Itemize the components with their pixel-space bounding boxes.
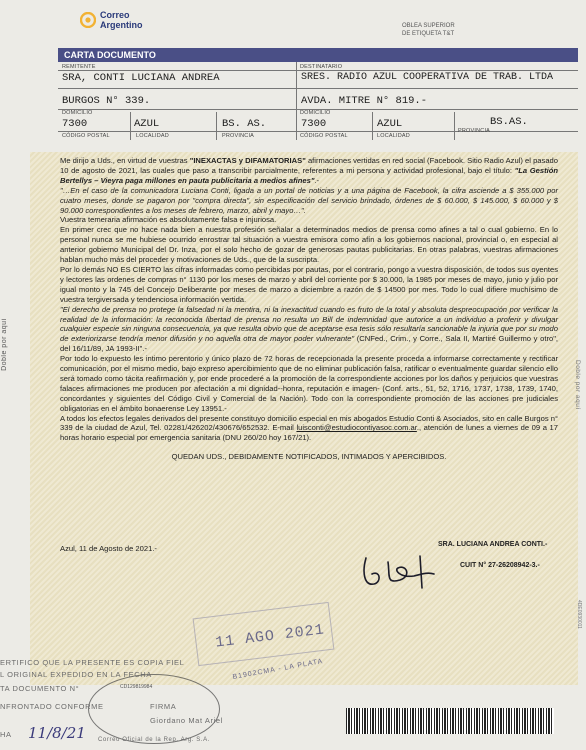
oblea-label: OBLEA SUPERIOR DE ETIQUETA T&T <box>402 23 455 37</box>
signer-cuit: CUIT N° 27-26208942-3.- <box>460 562 540 569</box>
sender-domicilio-label: DOMICILIO <box>62 110 93 116</box>
recipient-localidad-label: LOCALIDAD <box>377 133 410 139</box>
footer-ha-line: HA <box>0 730 12 739</box>
letter-body <box>60 156 558 462</box>
barcode-icon <box>346 708 554 734</box>
paragraph-2: "…En el caso de la comunicadora Luciana Conti, ligada a un portal de noticias y a una página de Facebook, la cifra asciende a $ 355.000 por cuatro meses, donde se pagaron por "compra directa", sin especificación del servicio brindado, órdenes de $ 60.000, $ 145.000, $ 60.000 y $ 90.000 correspondientes a los meses de febrero, marzo, abril y mayo…". <box>60 185 558 215</box>
recipient-name: SRES. RADIO AZUL COOPERATIVA DE TRAB. LTDA <box>301 72 554 83</box>
footer-doc-number-line: TA DOCUMENTO N° <box>0 684 80 693</box>
footer-certify-line: ERTIFICO QUE LA PRESENTE ES COPIA FIEL <box>0 658 185 667</box>
recipient-province: BS.AS. <box>490 116 528 128</box>
remitente-label: REMITENTE <box>62 64 96 70</box>
footer-firma-label: FIRMA <box>150 702 177 711</box>
fold-here-right: Doble por aquí <box>574 360 581 410</box>
email-link[interactable]: luisconti@estudiocontiyasoc.com.ar <box>296 423 417 433</box>
footer-company: Correo Oficial de la Rep. Arg. S.A. <box>98 737 211 743</box>
sender-postal-code: 7300 <box>62 118 88 130</box>
handwritten-signature-icon <box>360 552 450 592</box>
paragraph-5: Por lo demás NO ES CIERTO las cifras informadas como percibidas por pautas, por el contrario, pongo a vuestra disposición, de todos sus oyentes y lectores las ordenes de compras n° 1130 por los meses de marzo y abril del corriente por $ 30.000, la 1985 por meses de mayo, junio y julio por igual monto y la 745 del Concejo Deliberante por meses de marzo a diciembre a razón de $ 14500 por mes. Todo lo cual difiere muchísimo de vuestra tergiversada y tendenciosa información vertida. <box>60 264 558 304</box>
fold-here-left: Doble por aquí <box>1 318 8 371</box>
recipient-postal-code: 7300 <box>301 118 327 130</box>
brand-line1: Correo <box>100 10 130 20</box>
signer-name: SRA. LUCIANA ANDREA CONTI.- <box>438 541 548 548</box>
paragraph-3: Vuestra temeraria afirmación es absolutamente falsa e injuriosa. <box>60 215 277 225</box>
document-title: CARTA DOCUMENTO <box>58 48 578 62</box>
paragraph-7: Por todo lo expuesto les intimo perentorio y único plazo de 72 horas de recepcionada la presente proceda a informarse correctamente y rectificar comunicación, por el mismo medio, bajo expreso apercibimiento que de no eliminar publicación falsa, ratificar o eventualmente guardar silencio ello será tomado como tácita reafirmación y, por ende procederé a la promoción de la correspondiente acciones por los daños y perjuicios que vuestras falaces afirmaciones me producen por afectación a mi dignidad--honra, reputación e imagen- (Conf. arts., 51, 52, 1716, 1737, 1738, 1739, 1740, concordantes y siguientes del Código Civil y Comercial de la Nación). Todo con la correspondiente promoción de las acciones pre judiciales obligatorias en el ámbito bonaerense Ley 13951.- <box>60 354 558 413</box>
tracking-code: CD129819984 <box>120 684 153 690</box>
side-code: 4DE0930011 <box>576 600 582 629</box>
recipient-cp-label: CÓDIGO POSTAL <box>300 133 348 139</box>
postal-stamp-office: B1902CMA - LA PLATA <box>232 658 324 681</box>
sender-provincia-label: PROVINCIA <box>222 133 255 139</box>
recipient-address: AVDA. MITRE N° 819.- <box>301 95 428 107</box>
sender-name: SRA, CONTI LUCIANA ANDREA <box>62 72 220 84</box>
recipient-provincia-label: PROVINCIA <box>458 128 491 134</box>
postal-stamp-date: 11 AGO 2021 <box>214 621 326 652</box>
letter-date: Azul, 11 de Agosto de 2021.- <box>60 544 157 553</box>
recipient-domicilio-label: DOMICILIO <box>300 110 331 116</box>
brand-line2: Argentino <box>100 20 143 30</box>
paragraph-8: A todos los efectos legales derivados del presente constituyo domicilio especial en mis abogados Estudio Conti & Asociados, sito en calle Burgos n° 339 de la ciudad de Azul, Tel. 02281/426202/430676/652532. E-mail luisconti@estudiocontiyasoc.com.ar., atención de lunes a viernes de 09 a 17 horas horario especial por emergencia sanitaria (DNU 260/20 hoy 167/21). <box>60 413 558 443</box>
closing-line: QUEDAN UDS., DEBIDAMENTE NOTIFICADOS, INTIMADOS Y APERCIBIDOS. <box>171 452 447 462</box>
correo-logo-icon <box>80 12 96 28</box>
sender-localidad-label: LOCALIDAD <box>136 133 169 139</box>
destinatario-label: DESTINATARIO <box>300 64 343 70</box>
sender-address: BURGOS N° 339. <box>62 95 151 107</box>
paragraph-1: Me dirijo a Uds., en virtud de vuestras "INEXACTAS y DIFAMATORIAS" afirmaciones vertidas en red social (Facebook. Sitio Radio Azul) el pasado 10 de agosto de 2021, las cuales que paso a transcribir parcialmente, referentes a mi persona y actividad profesional, bajo el título: "La Gestión Bertellys – Vieyra paga millones en pauta publicitaria a medios afines".- <box>60 156 558 185</box>
sender-province: BS. AS. <box>222 118 267 130</box>
sender-cp-label: CÓDIGO POSTAL <box>62 133 110 139</box>
footer-original-line: L ORIGINAL EXPEDIDO EN LA FECHA <box>0 670 152 679</box>
footer-handwritten-date: 11/8/21 <box>28 724 86 742</box>
paragraph-4: En primer crec que no hace nada bien a nuestra profesión señalar a determinados medios de prensa como afines a tal o cual gobierno. En lo personal nunca se me hubiese ocurrido enrostrar tal situación a vuestra emisora como afín a los gobiernos nacional, provincial o, en especial al anterior gobierno Municipal del Dr. Inza, por el solo hecho de gozar de generosas pautas publicitarias. En otras palabras, vuestras afirmaciones hablan mucho más del proceder y motivaciones de Uds., que de la suscripta. <box>60 225 558 265</box>
footer-conforme-line: NFRONTADO CONFORME <box>0 702 104 711</box>
paragraph-6: "El derecho de prensa no protege la falsedad ni la mentira, ni la inexactitud cuando es fruto de la total y absoluta despreocupación por verificar la realidad de la información: la reconocida libertad de prensa no resulta un Bill de indemnidad que autorice a un individuo a proferir y divulgar cualquier especie sin ninguna consecuencia, ya que resulta obvio que de aceptarse esa tesis sólo resultaría sancionable la injuria que por su modo de exteriorizarse tendría menor difusión y no aquella otra de mayor poder vulnerante" (CNFed., Crim., y Corre., Sala II, Martiré Guillermo y otro", del 16/11/89, JA 1993-II".- <box>60 304 559 354</box>
footer-official-name: Giordano Mat Ariel <box>150 716 223 725</box>
recipient-city: AZUL <box>377 118 403 130</box>
sender-city: AZUL <box>134 118 160 130</box>
